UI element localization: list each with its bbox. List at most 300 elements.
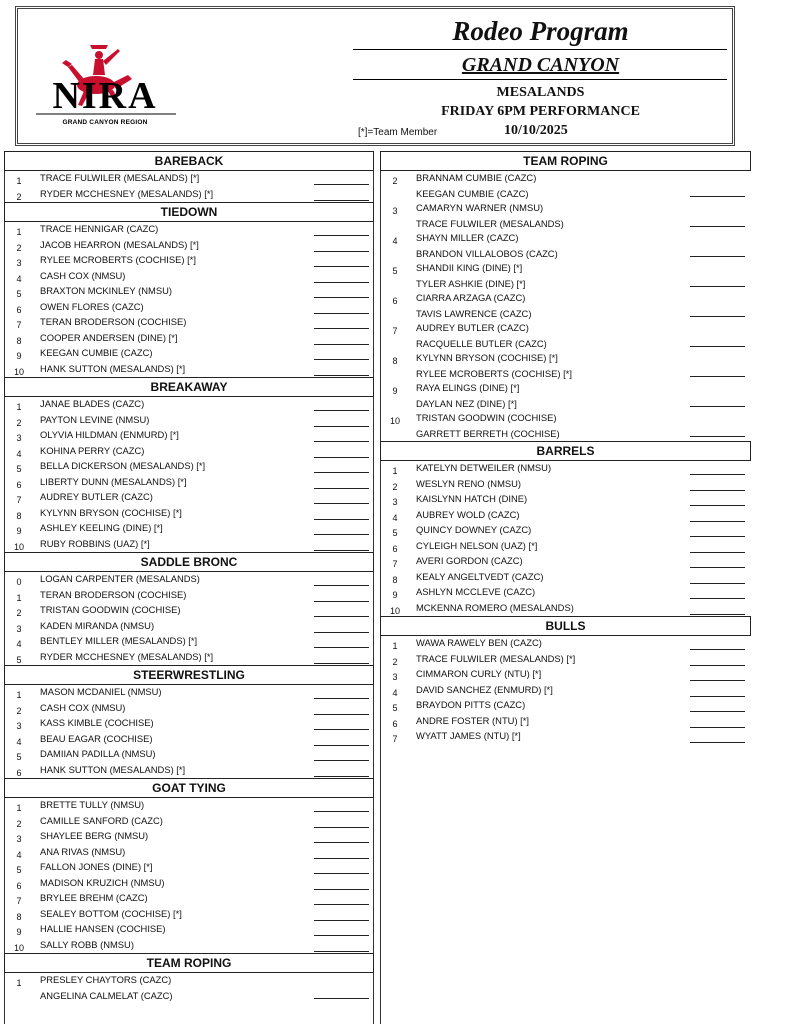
header-name: BRANNAM CUMBIE (CAZC) xyxy=(416,172,537,183)
header-name: TRISTAN GOODWIN (COCHISE) xyxy=(416,412,557,423)
contestant-name: BEAU EAGAR (COCHISE) xyxy=(40,732,153,744)
entry-row xyxy=(4,506,374,522)
entry-row xyxy=(380,714,751,730)
draw-number: 9 xyxy=(16,526,22,536)
score-line xyxy=(314,344,369,345)
draw-number: 4 xyxy=(16,448,22,459)
entry-row xyxy=(4,222,374,238)
draw-number: 2 xyxy=(392,481,398,492)
page-title: Rodeo Program xyxy=(452,16,629,46)
contestant-name: KYLYNN BRYSON (COCHISE) [*] xyxy=(40,506,182,518)
draw-number: 1 xyxy=(16,978,22,988)
event-header: GOAT TYING xyxy=(4,778,374,798)
draw-number: 8 xyxy=(16,911,22,922)
team-member-legend: [*]=Team Member xyxy=(358,127,438,138)
contestant-name: KAISLYNN HATCH (DINE) xyxy=(416,493,528,504)
entry-row xyxy=(380,554,751,570)
draw-number: 7 xyxy=(16,896,22,906)
team-heeler-row xyxy=(380,217,751,232)
contestant-name: BENTLEY MILLER (MESALANDS) [*] xyxy=(40,635,198,646)
entry-row xyxy=(4,732,374,748)
score-line xyxy=(314,235,369,236)
contestant-name: ASHLYN MCCLEVE (CAZC) xyxy=(416,586,536,597)
team-heeler-row xyxy=(380,277,751,292)
draw-number: 2 xyxy=(16,417,22,428)
logo-subtext: GRAND CANYON REGION xyxy=(62,119,148,126)
program-date: 10/10/2025 xyxy=(504,123,568,138)
event-header: BULLS xyxy=(380,616,751,636)
contestant-name: KASS KIMBLE (COCHISE) xyxy=(40,717,154,728)
contestant-name: CAMILLE SANFORD (CAZC) xyxy=(40,814,163,826)
draw-number: 1 xyxy=(16,592,22,603)
score-line xyxy=(314,585,369,586)
heeler-name: KEEGAN CUMBIE (CAZC) xyxy=(416,187,529,199)
heeler-name: TAVIS LAWRENCE (CAZC) xyxy=(416,307,532,319)
entry-row xyxy=(4,716,374,732)
team-header-row xyxy=(380,351,751,367)
draw-number: 3 xyxy=(392,497,398,507)
contestant-name: TRACE FULWILER (MESALANDS) [*] xyxy=(40,172,200,183)
contestant-name: WESLYN RENO (NMSU) xyxy=(416,477,522,489)
draw-number: 9 xyxy=(392,386,398,396)
header-name: CAMARYN WARNER (NMSU) xyxy=(416,202,544,213)
contestant-name: WYATT JAMES (NTU) [*] xyxy=(416,730,521,741)
draw-number: 4 xyxy=(392,236,398,246)
entry-row xyxy=(380,523,751,539)
score-line xyxy=(314,200,369,201)
host-school: MESALANDS xyxy=(496,85,585,100)
heeler-name: DAYLAN NEZ (DINE) [*] xyxy=(416,397,517,409)
entry-row xyxy=(4,346,374,362)
score-line xyxy=(314,858,369,859)
draw-number: 4 xyxy=(16,849,22,860)
title-divider xyxy=(353,49,727,50)
entry-row xyxy=(4,798,374,814)
score-line xyxy=(314,698,369,699)
event-section xyxy=(380,441,751,616)
contestant-name: CYLEIGH NELSON (UAZ) [*] xyxy=(416,539,538,551)
score-line xyxy=(314,904,369,905)
draw-number: 6 xyxy=(392,543,398,554)
entry-row xyxy=(4,475,374,491)
entry-row xyxy=(4,315,374,331)
score-line xyxy=(314,663,369,664)
event-section xyxy=(4,953,374,1003)
entry-row xyxy=(380,492,751,508)
score-line xyxy=(314,184,369,185)
entry-row xyxy=(4,763,374,779)
team-heeler-row xyxy=(380,397,751,412)
contestant-name: PAYTON LEVINE (NMSU) xyxy=(40,413,150,425)
nira-logo xyxy=(24,37,186,126)
contestant-name: AUBREY WOLD (CAZC) xyxy=(416,508,520,520)
score-line xyxy=(690,567,745,568)
heeler-name: GARRETT BERRETH (COCHISE) xyxy=(416,427,560,439)
draw-number: 3 xyxy=(16,433,22,443)
score-line xyxy=(314,827,369,828)
entry-row xyxy=(4,362,374,378)
draw-number: 6 xyxy=(392,296,398,306)
draw-number: 6 xyxy=(16,880,22,891)
score-line xyxy=(314,534,369,535)
contestant-name: ASHLEY KEELING (DINE) [*] xyxy=(40,522,163,533)
header-name: PRESLEY CHAYTORS (CAZC) xyxy=(40,974,172,985)
score-line xyxy=(314,375,369,376)
score-line xyxy=(690,649,745,650)
team-header-row xyxy=(4,973,374,989)
draw-number: 1 xyxy=(392,466,398,476)
draw-number: 6 xyxy=(16,767,22,778)
draw-number: 4 xyxy=(16,273,22,284)
draw-number: 7 xyxy=(392,559,398,569)
team-heeler-row xyxy=(380,337,751,352)
draw-number: 1 xyxy=(16,176,22,186)
contestant-name: LOGAN CARPENTER (MESALANDS) xyxy=(40,573,200,584)
draw-number: 0 xyxy=(16,577,22,587)
event-section xyxy=(4,377,374,552)
draw-number: 2 xyxy=(392,656,398,667)
score-line xyxy=(314,951,369,952)
contestant-name: RYLEE MCROBERTS (COCHISE) [*] xyxy=(40,254,196,265)
entry-row xyxy=(4,907,374,923)
score-line xyxy=(314,328,369,329)
draw-number: 2 xyxy=(16,191,22,202)
draw-number: 7 xyxy=(392,326,398,336)
draw-number: 6 xyxy=(16,479,22,490)
draw-number: 8 xyxy=(392,356,398,366)
contestant-name: RUBY ROBBINS (UAZ) [*] xyxy=(40,537,150,549)
left-column xyxy=(4,151,374,1003)
draw-number: 7 xyxy=(392,734,398,744)
entry-row xyxy=(380,477,751,493)
draw-number: 5 xyxy=(16,464,22,474)
contestant-name: SHAYLEE BERG (NMSU) xyxy=(40,830,149,841)
score-line xyxy=(314,760,369,761)
team-header-row xyxy=(380,261,751,277)
score-line xyxy=(314,811,369,812)
contestant-name: KEALY ANGELTVEDT (CAZC) xyxy=(416,570,544,582)
draw-number: 2 xyxy=(392,176,398,186)
heeler-name: RYLEE MCROBERTS (COCHISE) [*] xyxy=(416,367,572,379)
draw-number: 2 xyxy=(16,608,22,618)
contestant-name: SEALEY BOTTOM (COCHISE) [*] xyxy=(40,907,182,919)
score-line xyxy=(314,729,369,730)
score-line xyxy=(314,920,369,921)
contestant-name: DAVID SANCHEZ (ENMURD) [*] xyxy=(416,683,553,695)
draw-number: 2 xyxy=(16,242,22,253)
entry-row xyxy=(4,253,374,269)
entry-row xyxy=(4,397,374,413)
contestant-name: RYDER MCCHESNEY (MESALANDS) [*] xyxy=(40,187,214,199)
entry-row xyxy=(380,636,751,652)
contestant-name: SALLY ROBB (NMSU) xyxy=(40,938,134,950)
header-name: RAYA ELINGS (DINE) [*] xyxy=(416,382,520,393)
region-subtitle: GRAND CANYON xyxy=(461,54,620,76)
score-line xyxy=(690,536,745,537)
draw-number: 8 xyxy=(16,335,22,346)
contestant-name: BRAXTON MCKINLEY (NMSU) xyxy=(40,285,172,296)
event-section xyxy=(380,151,751,441)
score-line xyxy=(690,521,745,522)
score-line xyxy=(314,616,369,617)
draw-number: 5 xyxy=(392,703,398,713)
team-header-row xyxy=(380,321,751,337)
team-heeler-row xyxy=(380,427,751,442)
contestant-name: BRETTE TULLY (NMSU) xyxy=(40,799,145,810)
score-line xyxy=(690,665,745,666)
score-line xyxy=(690,583,745,584)
contestant-name: FALLON JONES (DINE) [*] xyxy=(40,861,153,872)
entry-row xyxy=(4,891,374,907)
event-header: STEERWRESTLING xyxy=(4,665,374,685)
event-section xyxy=(4,552,374,665)
entry-row xyxy=(4,269,374,285)
contestant-name: MASON MCDANIEL (NMSU) xyxy=(40,686,162,697)
contestant-name: CASH COX (NMSU) xyxy=(40,701,126,713)
entry-row xyxy=(4,860,374,876)
score-line xyxy=(314,632,369,633)
score-line xyxy=(314,714,369,715)
score-line xyxy=(314,745,369,746)
contestant-name: AUDREY BUTLER (CAZC) xyxy=(40,491,153,502)
contestant-name: WAWA RAWELY BEN (CAZC) xyxy=(416,637,542,648)
score-line xyxy=(314,282,369,283)
score-line xyxy=(690,711,745,712)
score-line xyxy=(314,457,369,458)
draw-number: 3 xyxy=(392,206,398,216)
score-line xyxy=(314,441,369,442)
contestant-name: CASH COX (NMSU) xyxy=(40,269,126,281)
entry-row xyxy=(4,300,374,316)
score-line xyxy=(314,266,369,267)
entry-row xyxy=(380,729,751,745)
score-line xyxy=(690,505,745,506)
entry-row xyxy=(380,570,751,586)
draw-number: 3 xyxy=(16,721,22,731)
entry-row xyxy=(4,747,374,763)
score-line xyxy=(314,503,369,504)
contestant-name: BRYLEE BREHM (CAZC) xyxy=(40,892,148,903)
draw-number: 5 xyxy=(392,528,398,538)
contestant-name: RYDER MCCHESNEY (MESALANDS) [*] xyxy=(40,650,214,662)
event-header: BREAKAWAY xyxy=(4,377,374,397)
entry-row xyxy=(4,171,374,187)
event-header: BAREBACK xyxy=(4,151,374,171)
draw-number: 3 xyxy=(16,834,22,844)
event-header: BARRELS xyxy=(380,441,751,461)
contestant-name: AVERI GORDON (CAZC) xyxy=(416,555,523,566)
heeler-name: TYLER ASHKIE (DINE) [*] xyxy=(416,277,526,289)
entry-row xyxy=(4,701,374,717)
entry-row xyxy=(4,814,374,830)
entry-row xyxy=(380,652,751,668)
score-line xyxy=(314,472,369,473)
contestant-name: MCKENNA ROMERO (MESALANDS) xyxy=(416,601,574,613)
entry-row xyxy=(4,619,374,635)
header-name: CIARRA ARZAGA (CAZC) xyxy=(416,292,526,303)
header-name: AUDREY BUTLER (CAZC) xyxy=(416,322,529,333)
score-line xyxy=(314,550,369,551)
draw-number: 4 xyxy=(16,736,22,747)
logo-wordmark: NIRA xyxy=(52,75,158,117)
team-header-row xyxy=(380,171,751,187)
subtitle-divider xyxy=(353,79,727,80)
score-line xyxy=(314,935,369,936)
contestant-name: HANK SUTTON (MESALANDS) [*] xyxy=(40,362,186,374)
contestant-name: CIMMARON CURLY (NTU) [*] xyxy=(416,668,542,679)
event-section xyxy=(4,202,374,377)
draw-number: 10 xyxy=(389,416,400,426)
team-heeler-row xyxy=(4,989,374,1004)
event-header: TEAM ROPING xyxy=(4,953,374,973)
entry-row xyxy=(4,634,374,650)
score-line xyxy=(314,601,369,602)
entry-row xyxy=(380,601,751,617)
score-line xyxy=(690,614,745,615)
draw-number: 6 xyxy=(392,718,398,729)
heeler-name: BRANDON VILLALOBOS (CAZC) xyxy=(416,247,558,259)
score-line xyxy=(690,727,745,728)
score-line xyxy=(314,410,369,411)
entry-row xyxy=(380,698,751,714)
score-line xyxy=(690,552,745,553)
team-header-row xyxy=(380,201,751,217)
team-heeler-row xyxy=(380,247,751,262)
header-name: SHAYN MILLER (CAZC) xyxy=(416,232,519,243)
contestant-name: TERAN BRODERSON (COCHISE) xyxy=(40,588,187,600)
contestant-name: KADEN MIRANDA (NMSU) xyxy=(40,619,155,631)
contestant-name: OWEN FLORES (CAZC) xyxy=(40,300,144,312)
contestant-name: KOHINA PERRY (CAZC) xyxy=(40,444,145,456)
score-line xyxy=(314,842,369,843)
draw-number: 9 xyxy=(16,927,22,937)
heeler-name: RACQUELLE BUTLER (CAZC) xyxy=(416,337,547,349)
contestant-name: OLYVIA HILDMAN (ENMURD) [*] xyxy=(40,429,179,440)
draw-number: 5 xyxy=(16,752,22,762)
entry-row xyxy=(4,428,374,444)
entry-row xyxy=(380,683,751,699)
team-header-row xyxy=(380,411,751,427)
contestant-name: HANK SUTTON (MESALANDS) [*] xyxy=(40,763,186,775)
team-heeler-row xyxy=(380,187,751,202)
entry-row xyxy=(4,521,374,537)
entry-row xyxy=(4,413,374,429)
draw-number: 10 xyxy=(13,366,24,377)
score-line xyxy=(314,776,369,777)
event-section xyxy=(380,616,751,745)
contestant-name: MADISON KRUZICH (NMSU) xyxy=(40,876,165,888)
draw-number: 6 xyxy=(16,304,22,315)
contestant-name: KEEGAN CUMBIE (CAZC) xyxy=(40,347,153,358)
team-header-row xyxy=(380,291,751,307)
draw-number: 10 xyxy=(389,605,400,616)
contestant-name: TRACE FULWILER (MESALANDS) [*] xyxy=(416,652,576,664)
entry-row xyxy=(380,585,751,601)
score-line xyxy=(690,742,745,743)
team-heeler-row xyxy=(380,307,751,322)
entry-row xyxy=(4,876,374,892)
heeler-name: ANGELINA CALMELAT (CAZC) xyxy=(40,989,173,1001)
entry-row xyxy=(4,845,374,861)
entry-row xyxy=(4,238,374,254)
draw-number: 4 xyxy=(16,639,22,649)
draw-number: 1 xyxy=(392,641,398,651)
event-header: TEAM ROPING xyxy=(380,151,751,171)
draw-number: 7 xyxy=(16,495,22,505)
draw-number: 1 xyxy=(16,803,22,813)
draw-number: 5 xyxy=(392,266,398,276)
draw-number: 9 xyxy=(16,351,22,361)
event-header: SADDLE BRONC xyxy=(4,552,374,572)
header-name: SHANDII KING (DINE) [*] xyxy=(416,262,523,273)
team-header-row xyxy=(380,381,751,397)
contestant-name: JACOB HEARRON (MESALANDS) [*] xyxy=(40,238,199,250)
draw-number: 5 xyxy=(16,289,22,299)
entry-row xyxy=(4,588,374,604)
score-line xyxy=(690,680,745,681)
entry-row xyxy=(4,603,374,619)
score-line xyxy=(314,647,369,648)
event-section xyxy=(4,151,374,202)
contestant-name: DAMIIAN PADILLA (NMSU) xyxy=(40,748,156,759)
entry-row xyxy=(4,685,374,701)
contestant-name: TRACE HENNIGAR (CAZC) xyxy=(40,223,159,234)
contestant-name: ANDRE FOSTER (NTU) [*] xyxy=(416,714,530,726)
team-heeler-row xyxy=(380,367,751,382)
score-line xyxy=(690,696,745,697)
entry-row xyxy=(380,461,751,477)
entry-row xyxy=(4,490,374,506)
score-line xyxy=(314,519,369,520)
event-header: TIEDOWN xyxy=(4,202,374,222)
score-line xyxy=(314,359,369,360)
contestant-name: TERAN BRODERSON (COCHISE) xyxy=(40,316,187,327)
draw-number: 3 xyxy=(16,258,22,268)
score-line xyxy=(314,313,369,314)
entry-row xyxy=(380,539,751,555)
entry-row xyxy=(4,922,374,938)
contestant-name: ANA RIVAS (NMSU) xyxy=(40,845,126,857)
score-line xyxy=(314,426,369,427)
contestant-name: HALLIE HANSEN (COCHISE) xyxy=(40,923,166,934)
score-line xyxy=(690,490,745,491)
event-section xyxy=(4,778,374,953)
entry-row xyxy=(4,537,374,553)
score-line xyxy=(314,251,369,252)
draw-number: 5 xyxy=(16,865,22,875)
score-line xyxy=(314,873,369,874)
score-line xyxy=(314,297,369,298)
entry-row xyxy=(380,667,751,683)
entry-row xyxy=(4,572,374,588)
entry-row xyxy=(4,444,374,460)
contestant-name: KATELYN DETWEILER (NMSU) xyxy=(416,462,552,473)
draw-number: 3 xyxy=(392,672,398,682)
contestant-name: BELLA DICKERSON (MESALANDS) [*] xyxy=(40,460,206,471)
draw-number: 3 xyxy=(16,623,22,634)
draw-number: 1 xyxy=(16,402,22,412)
contestant-name: BRAYDON PITTS (CAZC) xyxy=(416,699,526,710)
entry-row xyxy=(4,187,374,203)
draw-number: 1 xyxy=(16,227,22,237)
draw-number: 4 xyxy=(392,687,398,698)
draw-number: 7 xyxy=(16,320,22,330)
draw-number: 10 xyxy=(13,942,24,953)
draw-number: 1 xyxy=(16,690,22,700)
draw-number: 5 xyxy=(16,654,22,665)
draw-number: 9 xyxy=(392,590,398,600)
score-line xyxy=(314,488,369,489)
